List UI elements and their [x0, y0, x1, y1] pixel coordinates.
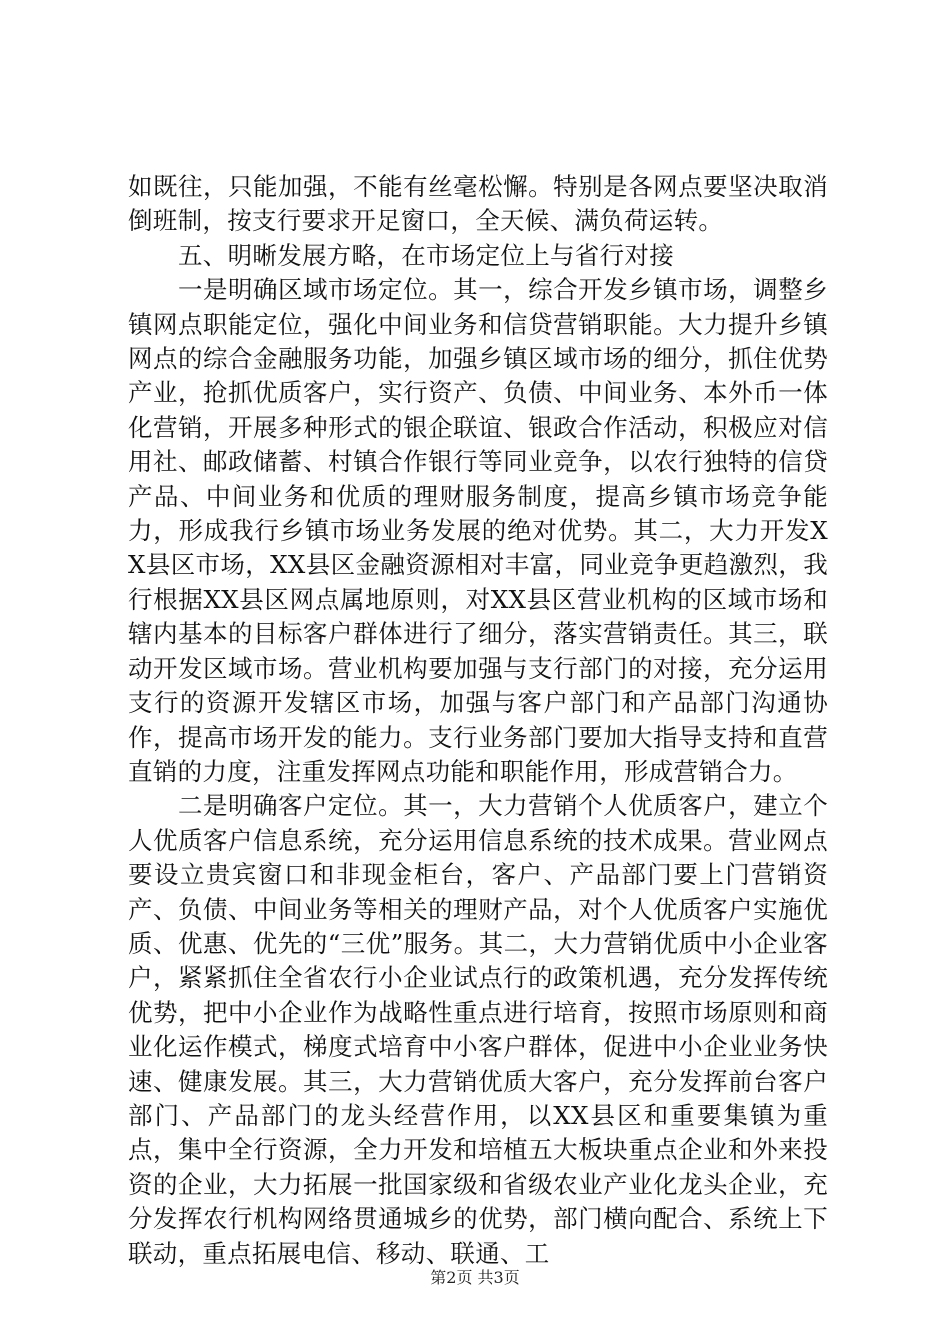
page-number-footer: 第2页 共3页: [430, 1268, 520, 1287]
paragraph-continuation: 如既往，只能加强，不能有丝毫松懈。特别是各网点要坚决取消倒班制，按支行要求开足窗口，全天候、满负荷运转。: [128, 172, 828, 236]
document-body: [128, 170, 828, 1271]
section-heading: 五、明晰发展方略，在市场定位上与省行对接: [178, 240, 674, 270]
paragraph-region-market: 一是明确区域市场定位。其一，综合开发乡镇市场，调整乡镇网点职能定位，强化中间业务和信贷营销职能。大力提升乡镇网点的综合金融服务功能，加强乡镇区域市场的细分，抓住优势产业，抢抓优质客户，实行资产、负债、中间业务、本外币一体化营销，开展多种形式的银企联谊、银政合作活动，积极应对信用社、邮政储蓄、村镇合作银行等同业竞争，以农行独特的信贷产品、中间业务和优质的理财服务制度，提高乡镇市场竞争能力，形成我行乡镇市场业务发展的绝对优势。其二，大力开发XX县区市场，XX县区金融资源相对丰富，同业竞争更趋激烈，我行根据XX县区网点属地原则，对XX县区营业机构的区域市场和辖内基本的目标客户群体进行了细分，落实营销责任。其三，联动开发区域市场。营业机构要加强与支行部门的对接，充分运用支行的资源开发辖区市场，加强与客户部门和产品部门沟通协作，提高市场开发的能力。支行业务部门要加大指导支持和直营直销的力度，注重发挥网点功能和职能作用，形成营销合力。: [128, 275, 828, 786]
paragraph-customer-positioning: 二是明确客户定位。其一，大力营销个人优质客户，建立个人优质客户信息系统，充分运用信息系统的技术成果。营业网点要设立贵宾窗口和非现金柜台，客户、产品部门要上门营销资产、负债、中间业务等相关的理财产品，对个人优质客户实施优质、优惠、优先的“三优”服务。其二，大力营销优质中小企业客户，紧紧抓住全省农行小企业试点行的政策机遇，充分发挥传统优势，把中小企业作为战略性重点进行培育，按照市场原则和商业化运作模式，梯度式培育中小客户群体，促进中小企业业务快速、健康发展。其三，大力营销优质大客户，充分发挥前台客户部门、产品部门的龙头经营作用，以XX县区和重要集镇为重点，集中全行资源，全力开发和培植五大板块重点企业和外来投资的企业，大力拓展一批国家级和省级农业产业化龙头企业，充分发挥农行机构网络贯通城乡的优势，部门横向配合、系统上下联动，重点拓展电信、移动、联通、工: [128, 791, 828, 1268]
